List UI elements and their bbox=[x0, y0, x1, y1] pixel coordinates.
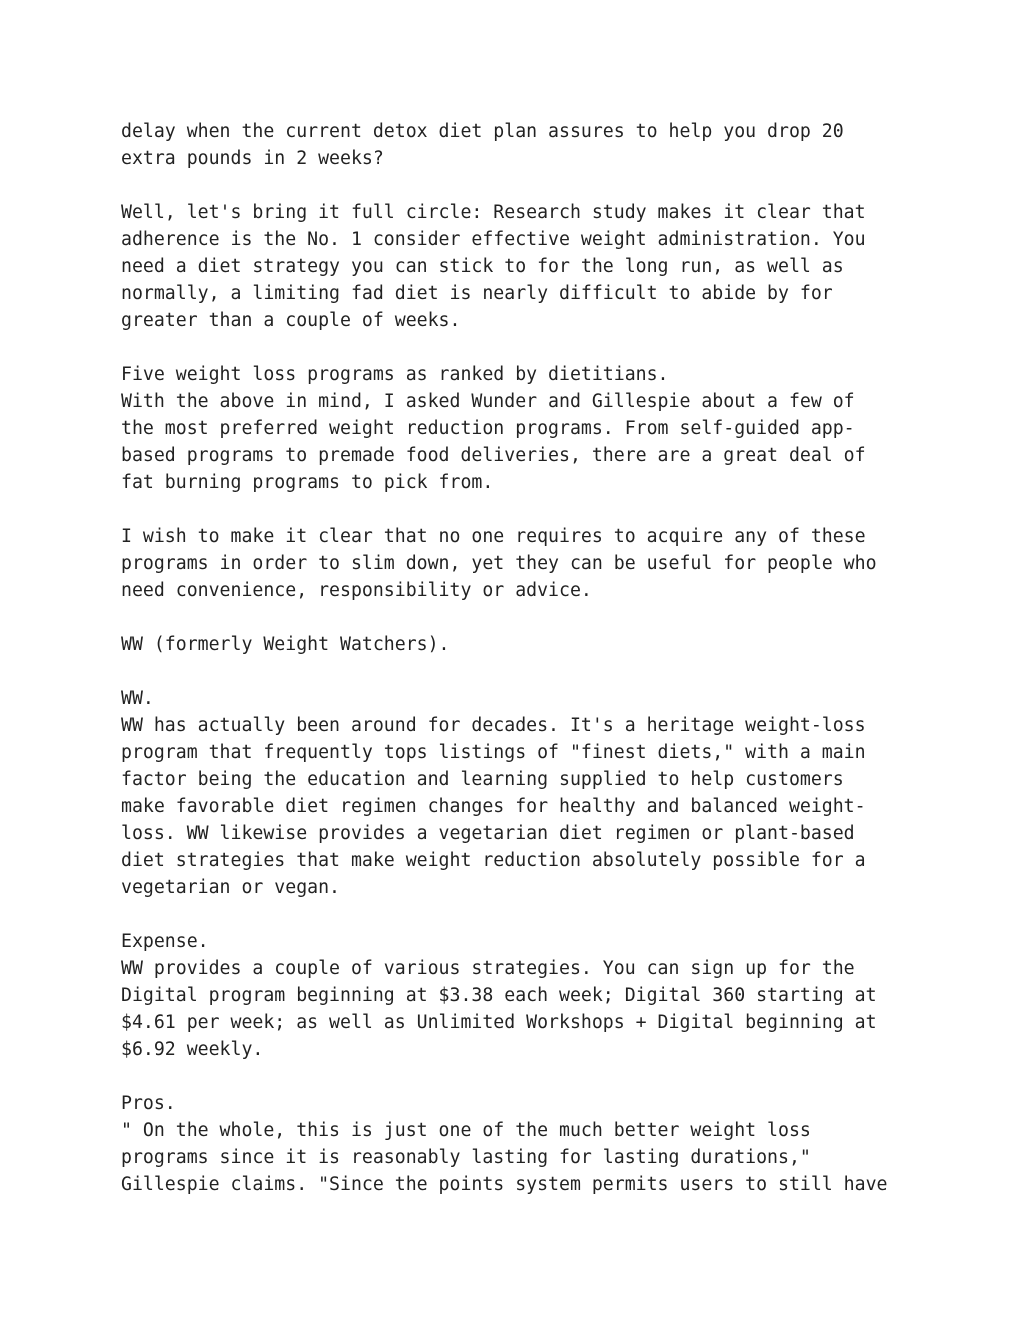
text-line: factor being the education and learning supplied to help customers bbox=[121, 769, 844, 790]
text-line: program that frequently tops listings of "finest diets," with a main bbox=[121, 742, 866, 763]
paragraph-disclaimer bbox=[121, 523, 911, 604]
subheading: WW. bbox=[121, 688, 154, 709]
text-line: programs since it is reasonably lasting for lasting durations," bbox=[121, 1147, 811, 1168]
text-line: normally, a limiting fad diet is nearly difficult to abide by for bbox=[121, 283, 833, 304]
paragraph-detox-intro bbox=[121, 118, 911, 172]
text-line: With the above in mind, I asked Wunder and Gillespie about a few of bbox=[121, 391, 855, 412]
text-line: " On the whole, this is just one of the much better weight loss bbox=[121, 1120, 811, 1141]
text-line: Well, let's bring it full circle: Research study makes it clear that bbox=[121, 202, 866, 223]
text-line: loss. WW likewise provides a vegetarian diet regimen or plant-based bbox=[121, 823, 855, 844]
text-line: based programs to premade food deliveries, there are a great deal of bbox=[121, 445, 866, 466]
paragraph-adherence bbox=[121, 199, 911, 334]
document-page bbox=[121, 118, 911, 1225]
text-line: Digital program beginning at $3.38 each week; Digital 360 starting at bbox=[121, 985, 877, 1006]
paragraph-expense bbox=[121, 928, 911, 1063]
text-line: the most preferred weight reduction programs. From self-guided app- bbox=[121, 418, 855, 439]
text-line: $4.61 per week; as well as Unlimited Workshops + Digital beginning at bbox=[121, 1012, 877, 1033]
text-line: WW provides a couple of various strategies. You can sign up for the bbox=[121, 958, 855, 979]
text-line: need a diet strategy you can stick to for the long run, as well as bbox=[121, 256, 844, 277]
paragraph-five-programs bbox=[121, 361, 911, 496]
text-line: delay when the current detox diet plan assures to help you drop 20 bbox=[121, 121, 844, 142]
text-line: Gillespie claims. "Since the points system permits users to still have bbox=[121, 1174, 888, 1195]
subheading: Expense. bbox=[121, 931, 209, 952]
text-line: vegetarian or vegan. bbox=[121, 877, 340, 898]
section-heading: WW (formerly Weight Watchers). bbox=[121, 634, 450, 655]
text-line: greater than a couple of weeks. bbox=[121, 310, 461, 331]
text-line: adherence is the No. 1 consider effective weight administration. You bbox=[121, 229, 866, 250]
text-line: I wish to make it clear that no one requires to acquire any of these bbox=[121, 526, 866, 547]
subheading: Pros. bbox=[121, 1093, 176, 1114]
text-line: make favorable diet regimen changes for healthy and balanced weight- bbox=[121, 796, 866, 817]
text-line: diet strategies that make weight reduction absolutely possible for a bbox=[121, 850, 866, 871]
text-line: extra pounds in 2 weeks? bbox=[121, 148, 384, 169]
paragraph-pros bbox=[121, 1090, 911, 1198]
text-line: fat burning programs to pick from. bbox=[121, 472, 494, 493]
text-line: WW has actually been around for decades. It's a heritage weight-loss bbox=[121, 715, 866, 736]
text-line: programs in order to slim down, yet they can be useful for people who bbox=[121, 553, 877, 574]
paragraph-ww-heading bbox=[121, 631, 911, 658]
text-line: need convenience, responsibility or advice. bbox=[121, 580, 592, 601]
paragraph-ww-description bbox=[121, 685, 911, 901]
section-heading: Five weight loss programs as ranked by dietitians. bbox=[121, 364, 669, 385]
text-line: $6.92 weekly. bbox=[121, 1039, 264, 1060]
